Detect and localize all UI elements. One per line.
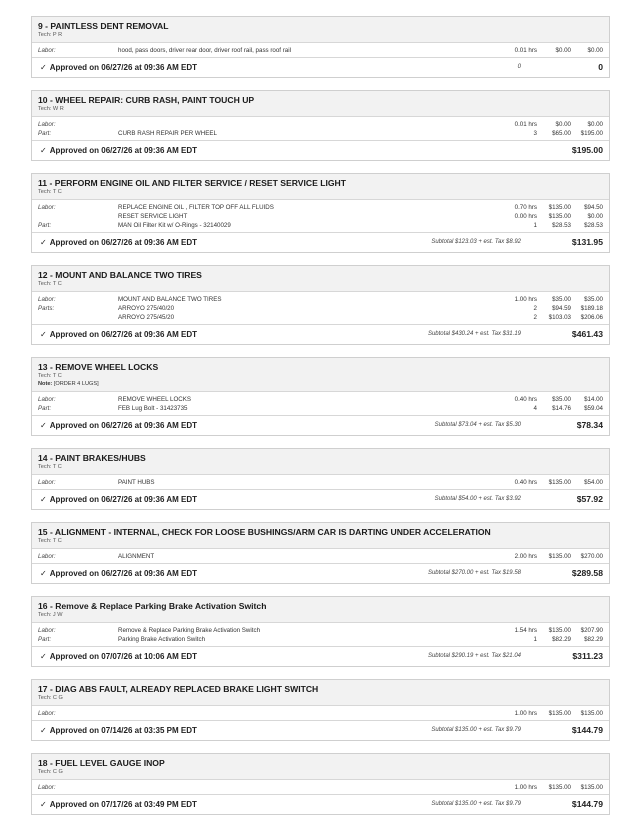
line-quantity: 1.00 hrs: [514, 296, 537, 303]
line-description: PAINT HUBS: [118, 479, 155, 486]
line-description: Parking Brake Activation Switch: [118, 636, 206, 643]
line-item: [38, 783, 603, 792]
line-item: [38, 313, 603, 322]
line-quantity: 2.00 hrs: [514, 553, 537, 560]
subtotal-tax: Subtotal $54.00 + est. Tax $3.92: [434, 496, 521, 502]
job-total: $311.23: [572, 651, 603, 661]
approval-text: Approved on 07/14/26 at 03:35 PM EDT: [49, 726, 197, 735]
subtotal-tax: Subtotal $270.00 + est. Tax $19.58: [427, 570, 521, 576]
line-item: [38, 395, 603, 404]
subtotal-tax: 0: [517, 64, 521, 70]
job-block: [31, 357, 610, 436]
job-footer: [32, 564, 609, 583]
line-items: [32, 549, 609, 564]
line-rate: $14.76: [552, 405, 571, 412]
line-quantity: 1.54 hrs: [514, 627, 537, 634]
job-title: 9 - PAINTLESS DENT REMOVAL: [38, 21, 169, 31]
job-total: $131.95: [571, 237, 603, 247]
job-block: [31, 448, 610, 510]
line-quantity: 4: [533, 405, 537, 412]
job-title: 12 - MOUNT AND BALANCE TWO TIRES: [38, 270, 202, 280]
line-rate: $94.59: [552, 305, 571, 312]
job-block: [31, 265, 610, 345]
approval-status: [40, 325, 197, 344]
line-quantity: 0.70 hrs: [514, 204, 537, 211]
line-quantity: 0.01 hrs: [514, 47, 537, 54]
job-footer: [32, 58, 609, 77]
line-quantity: 3: [533, 130, 537, 137]
job-total: $289.58: [571, 568, 603, 578]
subtotal-tax: Subtotal $73.04 + est. Tax $5.30: [434, 422, 521, 428]
subtotal-tax: Subtotal $430.24 + est. Tax $31.19: [427, 331, 521, 337]
line-amount: $195.00: [580, 130, 603, 137]
job-header: [32, 358, 609, 392]
line-amount: $0.00: [587, 47, 603, 54]
line-item: [38, 478, 603, 487]
line-amount: $59.04: [584, 405, 603, 412]
check-icon: ✓: [40, 330, 47, 339]
job-footer: [32, 795, 609, 814]
line-items: [32, 780, 609, 795]
line-rate: $35.00: [552, 296, 571, 303]
line-description: FEB Lug Bolt - 31423735: [118, 405, 188, 412]
tech-label: Tech: T C: [38, 373, 62, 379]
line-rate: $103.03: [548, 314, 571, 321]
approval-status: [40, 490, 197, 509]
line-description: RESET SERVICE LIGHT: [118, 213, 188, 220]
check-icon: ✓: [40, 726, 47, 735]
line-quantity: 1: [533, 636, 537, 643]
job-title: 16 - Remove & Replace Parking Brake Activation Switch: [38, 601, 267, 611]
line-description: ARROYO 275/45/20: [118, 314, 175, 321]
line-description: MAN Oil Filter Kit w/ O-Rings - 32140029: [118, 222, 231, 229]
line-rate: $0.00: [555, 121, 571, 128]
approval-status: [40, 233, 197, 252]
job-title: 13 - REMOVE WHEEL LOCKS: [38, 362, 159, 372]
line-type: Labor:: [38, 296, 56, 303]
check-icon: ✓: [40, 146, 47, 155]
job-note: [38, 380, 603, 388]
line-rate: $35.00: [552, 396, 571, 403]
job-block: [31, 596, 610, 667]
line-amount: $28.53: [584, 222, 603, 229]
job-total: $195.00: [571, 145, 603, 155]
line-amount: $14.00: [584, 396, 603, 403]
job-block: [31, 753, 610, 815]
line-items: [32, 43, 609, 58]
line-rate: $82.29: [552, 636, 571, 643]
line-item: [38, 203, 603, 212]
line-description: Remove & Replace Parking Brake Activation Switch: [118, 627, 261, 634]
job-footer: [32, 647, 609, 666]
line-type: Labor:: [38, 479, 56, 486]
line-type: Part:: [38, 222, 52, 229]
job-total: $57.92: [576, 494, 603, 504]
job-block: [31, 679, 610, 741]
job-title: 18 - FUEL LEVEL GAUGE INOP: [38, 758, 165, 768]
line-amount: $135.00: [580, 784, 603, 791]
check-icon: ✓: [40, 800, 47, 809]
line-amount: $207.90: [580, 627, 603, 634]
job-title: 15 - ALIGNMENT - INTERNAL, CHECK FOR LOOSE BUSHINGS/ARM CAR IS DARTING UNDER ACCELERATION: [38, 527, 491, 537]
line-rate: $135.00: [548, 213, 571, 220]
line-rate: $135.00: [548, 479, 571, 486]
line-quantity: 2: [533, 305, 537, 312]
line-type: Part:: [38, 130, 52, 137]
line-quantity: 0.40 hrs: [514, 479, 537, 486]
line-description: MOUNT AND BALANCE TWO TIRES: [118, 296, 222, 303]
job-header: [32, 174, 609, 200]
line-type: Labor:: [38, 121, 56, 128]
line-items: [32, 200, 609, 233]
line-item: [38, 212, 603, 221]
approval-status: [40, 564, 197, 583]
tech-label: Tech: C G: [38, 769, 63, 775]
job-header: [32, 523, 609, 549]
line-amount: $82.29: [584, 636, 603, 643]
job-total: $78.34: [576, 420, 603, 430]
line-item: [38, 626, 603, 635]
approval-text: Approved on 06/27/26 at 09:36 AM EDT: [49, 63, 198, 72]
line-amount: $270.00: [580, 553, 603, 560]
line-quantity: 0.01 hrs: [514, 121, 537, 128]
line-type: Labor:: [38, 47, 56, 54]
line-type: Labor:: [38, 204, 56, 211]
line-description: ALIGNMENT: [118, 553, 155, 560]
line-description: REPLACE ENGINE OIL , FILTER TOP OFF ALL FLUIDS: [118, 204, 274, 211]
line-amount: $135.00: [580, 710, 603, 717]
line-item: [38, 552, 603, 561]
job-total: $144.79: [571, 799, 603, 809]
job-footer: [32, 141, 609, 160]
line-items: [32, 475, 609, 490]
line-quantity: 0.00 hrs: [514, 213, 537, 220]
check-icon: ✓: [40, 63, 47, 72]
subtotal-tax: Subtotal $290.19 + est. Tax $21.04: [427, 653, 521, 659]
line-quantity: 1: [533, 222, 537, 229]
job-title: 14 - PAINT BRAKES/HUBS: [38, 453, 146, 463]
job-title: 11 - PERFORM ENGINE OIL AND FILTER SERVICE / RESET SERVICE LIGHT: [38, 178, 346, 188]
line-amount: $206.06: [580, 314, 603, 321]
check-icon: ✓: [40, 652, 47, 661]
line-description: CURB RASH REPAIR PER WHEEL: [118, 130, 217, 137]
line-rate: $135.00: [548, 784, 571, 791]
job-footer: [32, 416, 609, 435]
check-icon: ✓: [40, 495, 47, 504]
line-type: Labor:: [38, 710, 56, 717]
job-header: [32, 17, 609, 43]
job-title: 17 - DIAG ABS FAULT, ALREADY REPLACED BRAKE LIGHT SWITCH: [38, 684, 319, 694]
job-footer: [32, 490, 609, 509]
note-label: Note:: [38, 381, 53, 387]
line-amount: $94.50: [584, 204, 603, 211]
line-item: [38, 120, 603, 129]
line-item: [38, 304, 603, 313]
approval-status: [40, 141, 197, 160]
line-rate: $65.00: [552, 130, 571, 137]
job-header: [32, 597, 609, 623]
note-text: [ORDER 4 LUGS]: [53, 381, 99, 387]
line-type: Part:: [38, 636, 52, 643]
line-rate: $28.53: [552, 222, 571, 229]
tech-label: Tech: P R: [38, 32, 63, 38]
tech-label: Tech: J W: [38, 612, 63, 618]
approval-text: Approved on 06/27/26 at 09:36 AM EDT: [49, 421, 198, 430]
approval-text: Approved on 06/27/26 at 09:36 AM EDT: [49, 330, 198, 339]
approval-text: Approved on 06/27/26 at 09:36 AM EDT: [49, 495, 198, 504]
job-footer: [32, 325, 609, 344]
line-item: [38, 129, 603, 138]
approval-text: Approved on 06/27/26 at 09:36 AM EDT: [49, 569, 198, 578]
line-rate: $135.00: [548, 204, 571, 211]
line-description: REMOVE WHEEL LOCKS: [118, 396, 192, 403]
tech-label: Tech: W R: [38, 106, 64, 112]
approval-status: [40, 721, 197, 740]
approval-text: Approved on 06/27/26 at 09:36 AM EDT: [49, 146, 198, 155]
line-type: Labor:: [38, 784, 56, 791]
line-amount: $35.00: [584, 296, 603, 303]
line-type: Labor:: [38, 553, 56, 560]
approval-text: Approved on 07/17/26 at 03:49 PM EDT: [49, 800, 197, 809]
line-rate: $0.00: [555, 47, 571, 54]
check-icon: ✓: [40, 421, 47, 430]
job-header: [32, 680, 609, 706]
line-description: ARROYO 275/40/20: [118, 305, 175, 312]
job-block: [31, 16, 610, 78]
line-rate: $135.00: [548, 627, 571, 634]
check-icon: ✓: [40, 569, 47, 578]
line-item: [38, 635, 603, 644]
line-item: [38, 295, 603, 304]
line-items: [32, 117, 609, 141]
tech-label: Tech: T C: [38, 464, 62, 470]
line-quantity: 2: [533, 314, 537, 321]
line-type: Labor:: [38, 396, 56, 403]
line-rate: $135.00: [548, 710, 571, 717]
line-quantity: 0.40 hrs: [514, 396, 537, 403]
line-type: Parts:: [38, 305, 55, 312]
approval-status: [40, 58, 197, 77]
line-items: [32, 392, 609, 416]
job-footer: [32, 721, 609, 740]
line-item: [38, 404, 603, 413]
tech-label: Tech: T C: [38, 189, 62, 195]
line-quantity: 1.00 hrs: [514, 710, 537, 717]
line-items: [32, 623, 609, 647]
job-total: 0: [598, 62, 603, 72]
line-item: [38, 709, 603, 718]
line-type: Part:: [38, 405, 52, 412]
subtotal-tax: Subtotal $123.03 + est. Tax $8.92: [431, 239, 521, 245]
line-amount: $0.00: [587, 121, 603, 128]
line-description: hood, pass doors, driver rear door, driver roof rail, pass roof rail: [118, 47, 291, 54]
job-block: [31, 173, 610, 253]
approval-text: Approved on 06/27/26 at 09:36 AM EDT: [49, 238, 198, 247]
approval-text: Approved on 07/07/26 at 10:06 AM EDT: [49, 652, 198, 661]
subtotal-tax: Subtotal $135.00 + est. Tax $9.79: [431, 727, 521, 733]
job-block: [31, 90, 610, 161]
job-header: [32, 449, 609, 475]
job-header: [32, 754, 609, 780]
line-amount: $54.00: [584, 479, 603, 486]
line-rate: $135.00: [548, 553, 571, 560]
line-item: [38, 221, 603, 230]
job-total: $461.43: [571, 329, 603, 339]
line-items: [32, 706, 609, 721]
line-amount: $189.18: [580, 305, 603, 312]
job-title: 10 - WHEEL REPAIR: CURB RASH, PAINT TOUCH UP: [38, 95, 255, 105]
check-icon: ✓: [40, 238, 47, 247]
job-header: [32, 91, 609, 117]
job-header: [32, 266, 609, 292]
approval-status: [40, 795, 197, 814]
tech-label: Tech: T C: [38, 538, 62, 544]
subtotal-tax: Subtotal $135.00 + est. Tax $9.79: [431, 801, 521, 807]
line-items: [32, 292, 609, 325]
job-total: $144.79: [571, 725, 603, 735]
tech-label: Tech: T C: [38, 281, 62, 287]
job-block: [31, 522, 610, 584]
line-item: [38, 46, 603, 55]
approval-status: [40, 416, 197, 435]
line-amount: $0.00: [587, 213, 603, 220]
line-quantity: 1.00 hrs: [514, 784, 537, 791]
job-footer: [32, 233, 609, 252]
tech-label: Tech: C G: [38, 695, 63, 701]
line-type: Labor:: [38, 627, 56, 634]
approval-status: [40, 647, 197, 666]
